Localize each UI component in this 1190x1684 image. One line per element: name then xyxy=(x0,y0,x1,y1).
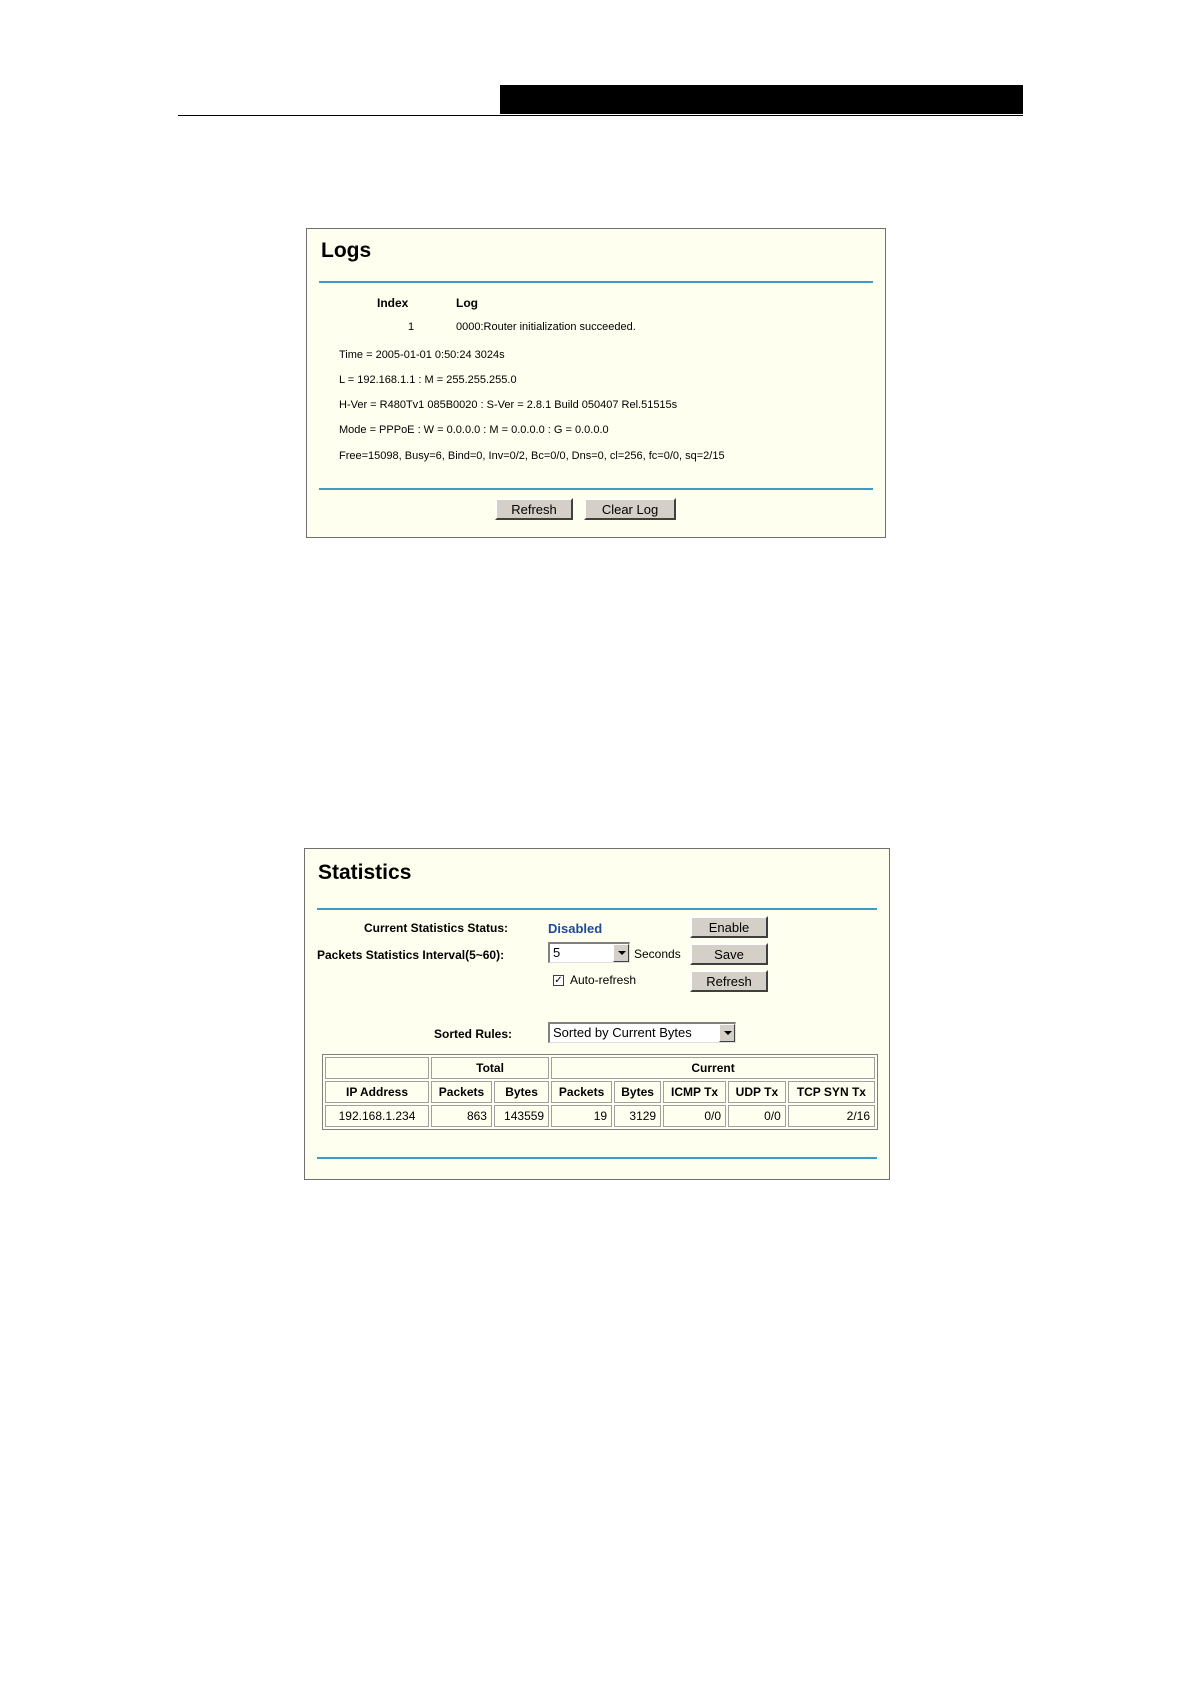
cell-current-bytes: 3129 xyxy=(614,1105,661,1127)
auto-refresh-label: Auto-refresh xyxy=(570,973,637,987)
auto-refresh-checkbox[interactable]: ✓ xyxy=(554,975,563,986)
log-info-time: Time = 2005-01-01 0:50:24 3024s xyxy=(339,349,505,361)
clear-log-button[interactable]: Clear Log xyxy=(584,498,676,520)
logs-bottom-rule xyxy=(319,488,873,490)
logs-refresh-button[interactable]: Refresh xyxy=(495,498,573,520)
interval-select[interactable] xyxy=(548,942,630,963)
table-empty-header xyxy=(325,1057,429,1079)
chevron-down-icon[interactable] xyxy=(613,944,629,962)
log-entry-text: 0000:Router initialization succeeded. xyxy=(456,321,636,333)
chevron-down-icon[interactable] xyxy=(719,1024,735,1042)
seconds-label: Seconds xyxy=(634,947,681,961)
cell-current-packets: 19 xyxy=(551,1105,612,1127)
statistics-panel xyxy=(304,848,890,1180)
enable-button[interactable]: Enable xyxy=(690,916,768,938)
logs-top-rule xyxy=(319,281,873,283)
statistics-bottom-rule xyxy=(317,1157,877,1159)
current-group-header: Current xyxy=(551,1057,875,1079)
interval-value: 5 xyxy=(553,945,561,960)
header-bar xyxy=(500,85,1023,114)
logs-title: Logs xyxy=(321,239,372,262)
table-header-row xyxy=(325,1081,875,1103)
log-info-resources: Free=15098, Busy=6, Bind=0, Inv=0/2, Bc=0/0, Dns=0, cl=256, fc=0/0, sq=2/15 xyxy=(339,450,725,462)
logs-index-header: Index xyxy=(377,296,409,310)
sorted-rules-label: Sorted Rules: xyxy=(434,1027,513,1041)
table-row xyxy=(325,1105,875,1127)
ip-address-header: IP Address xyxy=(325,1081,429,1103)
table-group-header-row xyxy=(325,1057,875,1079)
cell-tcp-syn-tx: 2/16 xyxy=(788,1105,875,1127)
statistics-table xyxy=(322,1054,878,1130)
logs-log-header: Log xyxy=(456,296,478,310)
header-rule xyxy=(178,115,1023,116)
sorted-rules-select[interactable] xyxy=(548,1022,736,1043)
sorted-rules-value: Sorted by Current Bytes xyxy=(553,1025,692,1040)
interval-label: Packets Statistics Interval(5~60): xyxy=(317,948,505,962)
current-bytes-header: Bytes xyxy=(614,1081,661,1103)
total-packets-header: Packets xyxy=(431,1081,492,1103)
current-packets-header: Packets xyxy=(551,1081,612,1103)
total-group-header: Total xyxy=(431,1057,549,1079)
cell-ip-address: 192.168.1.234 xyxy=(325,1105,429,1127)
total-bytes-header: Bytes xyxy=(494,1081,549,1103)
status-value: Disabled xyxy=(548,921,603,936)
tcp-syn-tx-header: TCP SYN Tx xyxy=(788,1081,875,1103)
statistics-refresh-button[interactable]: Refresh xyxy=(690,970,768,992)
statistics-top-rule xyxy=(317,908,877,910)
cell-total-bytes: 143559 xyxy=(494,1105,549,1127)
logs-panel xyxy=(306,228,886,538)
icmp-tx-header: ICMP Tx xyxy=(663,1081,726,1103)
cell-total-packets: 863 xyxy=(431,1105,492,1127)
log-entry-index: 1 xyxy=(408,321,415,333)
cell-udp-tx: 0/0 xyxy=(728,1105,786,1127)
statistics-title: Statistics xyxy=(318,861,412,884)
status-label: Current Statistics Status: xyxy=(364,921,509,935)
udp-tx-header: UDP Tx xyxy=(728,1081,786,1103)
log-info-version: H-Ver = R480Tv1 085B0020 : S-Ver = 2.8.1 Build 050407 Rel.51515s xyxy=(339,399,678,411)
log-info-lan: L = 192.168.1.1 : M = 255.255.255.0 xyxy=(339,374,517,386)
log-info-mode: Mode = PPPoE : W = 0.0.0.0 : M = 0.0.0.0 : G = 0.0.0.0 xyxy=(339,424,609,436)
save-button[interactable]: Save xyxy=(690,943,768,965)
cell-icmp-tx: 0/0 xyxy=(663,1105,726,1127)
